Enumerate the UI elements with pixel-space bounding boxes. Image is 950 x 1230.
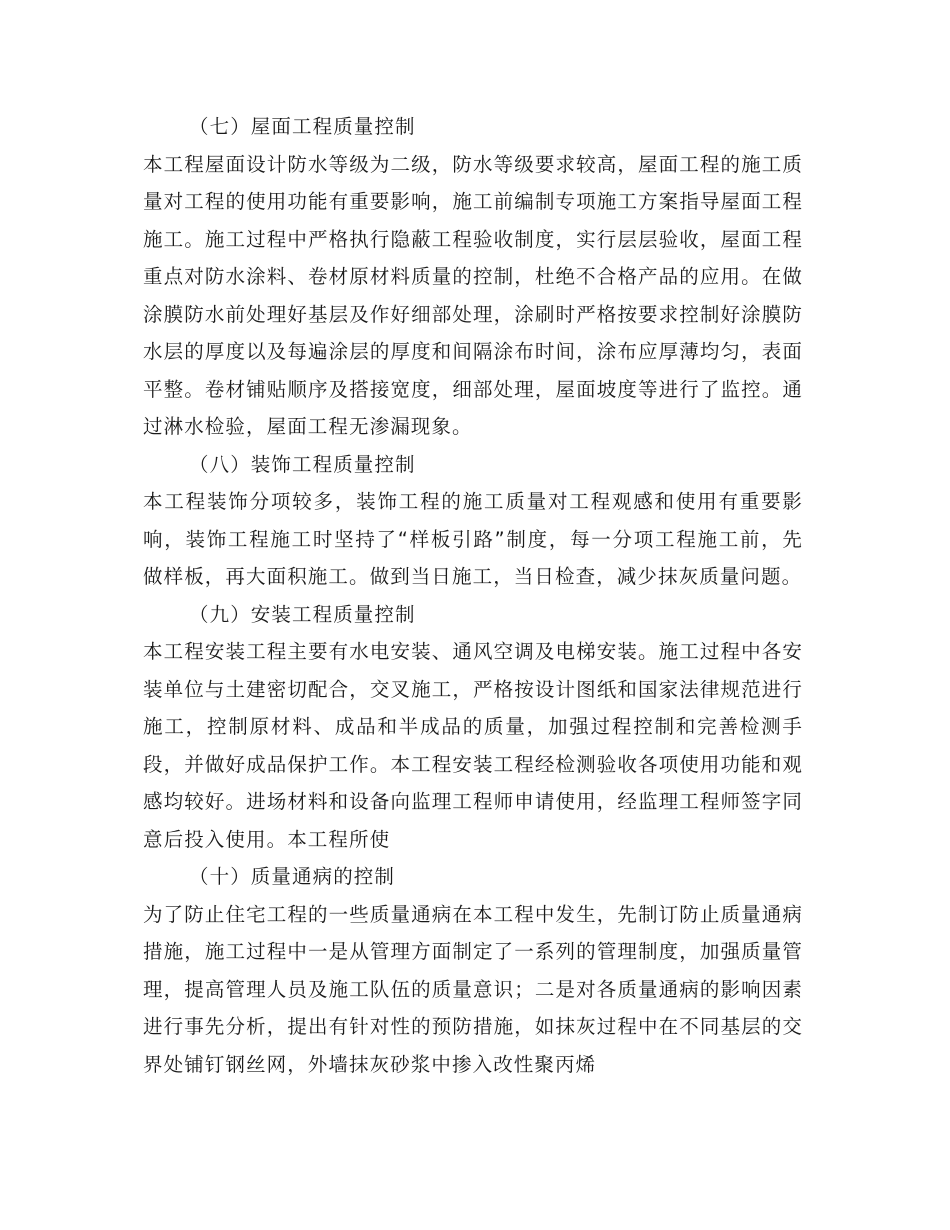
section-paragraph: 为了防止住宅工程的一些质量通病在本工程中发生，先制订防止质量通病措施，施工过程中一是从管理方面制定了一系列的管理制度，加强质量管理，提高管理人员及施工队伍的质量意识；二是对各质量通病的影响因素进行事先分析，提出有针对性的预防措施，如抹灰过程中在不同基层的交界处铺钉钢丝网，外墙抹灰砂浆中掺入改性聚丙烯 [143, 902, 803, 1076]
section-heading: （八）装饰工程质量控制 [189, 452, 416, 476]
section-heading: （七）屋面工程质量控制 [189, 115, 416, 138]
section-paragraph: 本工程安装工程主要有水电安装、通风空调及电梯安装。施工过程中各安装单位与土建密切配合，交叉施工，严格按设计图纸和国家法律规范进行施工，控制原材料、成品和半成品的质量，加强过程控制和完善检测手段，并做好成品保护工作。本工程安装工程经检测验收各项使用功能和观感均较好。进场材料和设备向监理工程师申请使用，经监理工程师签字同意后投入使用。本工程所使 [143, 640, 803, 851]
section-paragraph: 本工程屋面设计防水等级为二级，防水等级要求较高，屋面工程的施工质量对工程的使用功能有重要影响，施工前编制专项施工方案指导屋面工程施工。施工过程中严格执行隐蔽工程验收制度，实行层层验收，屋面工程重点对防水涂料、卷材原材料质量的控制，杜绝不合格产品的应用。在做涂膜防水前处理好基层及作好细部处理，涂刷时严格按要求控制好涂膜防水层的厚度以及每遍涂层的厚度和间隔涂布时间，涂布应厚薄均匀，表面平整。卷材铺贴顺序及搭接宽度，细部处理，屋面坡度等进行了监控。通过淋水检验，屋面工程无渗漏现象。 [143, 152, 803, 438]
section-heading: （九）安装工程质量控制 [189, 602, 416, 626]
section-installation-quality [143, 596, 803, 859]
section-common-defects-control [143, 858, 803, 1083]
section-roof-quality [143, 108, 803, 446]
section-decoration-quality [143, 446, 803, 596]
document-body [143, 108, 803, 1083]
section-heading: （十）质量通病的控制 [189, 865, 396, 888]
section-paragraph: 本工程装饰分项较多，装饰工程的施工质量对工程观感和使用有重要影响，装饰工程施工时坚持了“样板引路”制度，每一分项工程施工前，先做样板，再大面积施工。做到当日施工，当日检查，减少抹灰质量问题。 [143, 490, 803, 588]
